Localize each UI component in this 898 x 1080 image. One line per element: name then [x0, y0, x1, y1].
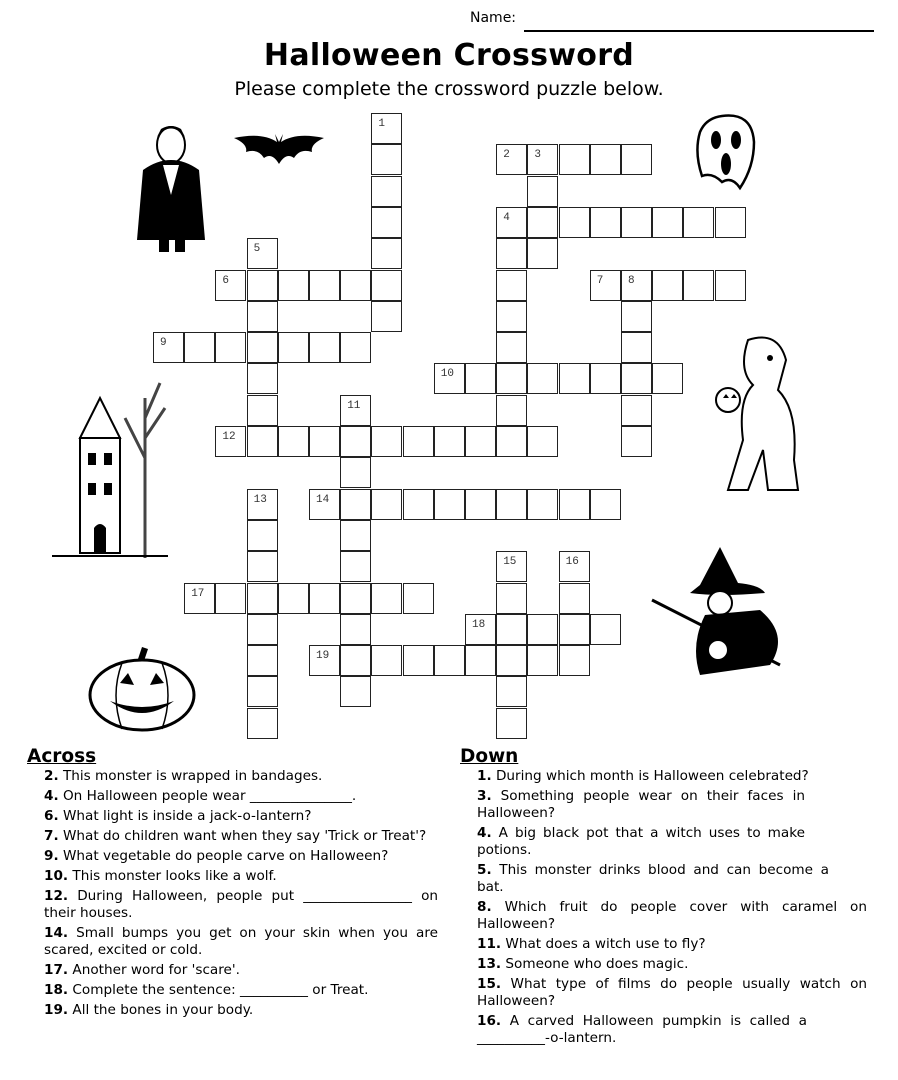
across-clue — [44, 848, 438, 865]
crossword-cell[interactable] — [153, 332, 184, 363]
clue-number: 2 — [503, 149, 510, 162]
vampire-illustration — [133, 115, 211, 255]
crossword-cell[interactable] — [340, 520, 371, 551]
crossword-cell[interactable] — [527, 176, 558, 207]
crossword-cell[interactable] — [403, 426, 434, 457]
clue-text: Small bumps you get on your skin when you are scared, excited or cold. — [44, 925, 438, 958]
clue-number: 19. — [44, 1002, 69, 1018]
clue-text: During Halloween, people put ________________ on their houses. — [44, 888, 439, 921]
crossword-cell[interactable] — [527, 238, 558, 269]
crossword-cell[interactable] — [715, 207, 746, 238]
crossword-cell[interactable] — [496, 207, 527, 238]
down-clue — [477, 825, 805, 859]
crossword-cell[interactable] — [590, 144, 621, 175]
name-line[interactable] — [524, 30, 874, 32]
clue-number: 2. — [44, 768, 59, 784]
crossword-cell[interactable] — [559, 489, 590, 520]
crossword-cell[interactable] — [621, 270, 652, 301]
jack-o-lantern-illustration — [86, 645, 198, 733]
crossword-cell[interactable] — [340, 426, 371, 457]
crossword-cell[interactable] — [340, 489, 371, 520]
clue-number: 3 — [534, 149, 541, 162]
crossword-cell[interactable] — [434, 489, 465, 520]
crossword-cell[interactable] — [247, 238, 278, 269]
crossword-cell[interactable] — [309, 332, 340, 363]
clue-text: This monster is wrapped in bandages. — [62, 768, 323, 784]
clue-text: What type of films do people usually watch on Halloween? — [477, 976, 868, 1009]
clue-number: 13 — [253, 493, 267, 506]
crossword-cell[interactable] — [247, 489, 278, 520]
crossword-cell[interactable] — [590, 363, 621, 394]
crossword-cell[interactable] — [652, 207, 683, 238]
crossword-cell[interactable] — [527, 426, 558, 457]
clue-text: Which fruit do people cover with caramel on Halloween? — [477, 899, 867, 932]
crossword-cell[interactable] — [683, 207, 714, 238]
crossword-cell[interactable] — [559, 583, 590, 614]
crossword-cell[interactable] — [403, 489, 434, 520]
across-clues — [27, 746, 438, 1022]
crossword-cell[interactable] — [340, 457, 371, 488]
crossword-cell[interactable] — [496, 426, 527, 457]
crossword-cell[interactable] — [371, 270, 402, 301]
crossword-cell[interactable] — [559, 144, 590, 175]
clue-number: 1. — [477, 768, 492, 784]
down-clue — [477, 956, 867, 973]
crossword-cell[interactable] — [247, 676, 278, 707]
crossword-cell[interactable] — [247, 363, 278, 394]
across-clue — [44, 1002, 438, 1019]
across-clue — [44, 788, 438, 805]
clue-number: 11 — [347, 399, 361, 412]
clue-text: Complete the sentence: __________ or Treat. — [72, 982, 369, 998]
crossword-cell[interactable] — [434, 645, 465, 676]
crossword-cell[interactable] — [371, 301, 402, 332]
crossword-cell[interactable] — [496, 332, 527, 363]
crossword-cell[interactable] — [590, 270, 621, 301]
crossword-cell[interactable] — [527, 489, 558, 520]
down-clue — [477, 788, 805, 822]
crossword-cell[interactable] — [496, 645, 527, 676]
crossword-cell[interactable] — [434, 363, 465, 394]
crossword-cell[interactable] — [527, 207, 558, 238]
clue-number: 13. — [477, 956, 502, 972]
clue-text: Someone who does magic. — [505, 956, 689, 972]
crossword-cell[interactable] — [496, 238, 527, 269]
crossword-cell[interactable] — [309, 270, 340, 301]
clue-number: 5. — [477, 862, 492, 878]
crossword-cell[interactable] — [247, 708, 278, 739]
crossword-cell[interactable] — [496, 676, 527, 707]
across-clue — [44, 888, 438, 922]
down-clue — [477, 936, 867, 953]
crossword-cell[interactable] — [340, 270, 371, 301]
clue-text: What do children want when they say 'Trick or Treat'? — [62, 828, 427, 844]
clue-text: Something people wear on their faces in Halloween? — [477, 788, 805, 821]
across-clue — [44, 828, 438, 845]
across-clue — [44, 962, 438, 979]
crossword-cell[interactable] — [340, 551, 371, 582]
crossword-cell[interactable] — [496, 363, 527, 394]
crossword-cell[interactable] — [247, 270, 278, 301]
crossword-cell[interactable] — [309, 583, 340, 614]
clue-number: 15. — [477, 976, 502, 992]
crossword-cell[interactable] — [247, 520, 278, 551]
crossword-cell[interactable] — [340, 614, 371, 645]
haunted-house-illustration — [50, 378, 170, 560]
clue-number: 9 — [160, 337, 167, 350]
crossword-cell[interactable] — [371, 583, 402, 614]
crossword-cell[interactable] — [496, 551, 527, 582]
crossword-cell[interactable] — [278, 332, 309, 363]
down-clue — [477, 768, 867, 785]
crossword-cell[interactable] — [621, 301, 652, 332]
crossword-cell[interactable] — [590, 614, 621, 645]
clue-text: A carved Halloween pumpkin is called a __________-o-lantern. — [477, 1013, 807, 1046]
crossword-cell[interactable] — [465, 489, 496, 520]
crossword-cell[interactable] — [215, 426, 246, 457]
clue-number: 9. — [44, 848, 59, 864]
down-clue — [477, 899, 867, 933]
clue-text: All the bones in your body. — [72, 1002, 254, 1018]
clue-text: A big black pot that a witch uses to make potions. — [477, 825, 805, 858]
crossword-cell[interactable] — [434, 426, 465, 457]
crossword-cell[interactable] — [715, 270, 746, 301]
crossword-cell[interactable] — [278, 426, 309, 457]
crossword-cell[interactable] — [371, 645, 402, 676]
crossword-cell[interactable] — [278, 583, 309, 614]
clue-number: 16. — [477, 1013, 502, 1029]
crossword-cell[interactable] — [496, 395, 527, 426]
crossword-cell[interactable] — [247, 395, 278, 426]
clue-number: 1 — [378, 118, 385, 130]
clue-number: 10 — [440, 368, 454, 381]
name-label: Name: — [470, 10, 517, 26]
crossword-cell[interactable] — [496, 144, 527, 175]
crossword-cell[interactable] — [215, 270, 246, 301]
crossword-cell[interactable] — [340, 395, 371, 426]
crossword-cell[interactable] — [559, 207, 590, 238]
crossword-cell[interactable] — [309, 426, 340, 457]
clue-number: 7 — [596, 274, 604, 287]
crossword-cell[interactable] — [247, 551, 278, 582]
crossword-cell[interactable] — [652, 270, 683, 301]
crossword-cell[interactable] — [340, 676, 371, 707]
clue-number: 12 — [222, 431, 236, 443]
across-clue — [44, 868, 438, 885]
crossword-cell[interactable] — [590, 207, 621, 238]
clue-number: 4 — [503, 211, 510, 224]
across-clue — [44, 925, 438, 959]
crossword-cell[interactable] — [559, 614, 590, 645]
clue-number: 18 — [472, 618, 486, 631]
crossword-cell[interactable] — [590, 489, 621, 520]
clue-number: 17 — [191, 587, 205, 600]
crossword-cell[interactable] — [247, 645, 278, 676]
clue-number: 17. — [44, 962, 69, 978]
witch-illustration — [650, 545, 795, 690]
crossword-cell[interactable] — [371, 426, 402, 457]
crossword-cell[interactable] — [309, 645, 340, 676]
instructions: Please complete the crossword puzzle below. — [234, 78, 664, 100]
crossword-cell[interactable] — [184, 583, 215, 614]
across-clue — [44, 982, 438, 999]
clue-number: 8 — [628, 274, 635, 287]
clue-number: 6. — [44, 808, 59, 824]
clue-number: 14. — [44, 925, 69, 941]
clue-number: 16 — [565, 556, 579, 569]
crossword-cell[interactable] — [621, 363, 652, 394]
ghost-mask-illustration — [692, 112, 762, 192]
crossword-cell[interactable] — [465, 363, 496, 394]
across-clue — [44, 768, 438, 785]
crossword-cell[interactable] — [184, 332, 215, 363]
clue-number: 18. — [44, 982, 69, 998]
crossword-cell[interactable] — [278, 270, 309, 301]
clue-number: 5 — [253, 243, 261, 256]
crossword-cell[interactable] — [527, 645, 558, 676]
down-clues — [460, 746, 867, 1050]
crossword-cell[interactable] — [371, 489, 402, 520]
crossword-cell[interactable] — [559, 551, 590, 582]
clue-text: This monster drinks blood and can become a bat. — [477, 862, 829, 895]
clue-text: What does a witch use to fly? — [505, 936, 706, 952]
crossword-cell[interactable] — [247, 426, 278, 457]
crossword-cell[interactable] — [465, 614, 496, 645]
down-clue — [477, 1013, 807, 1047]
crossword-cell[interactable] — [465, 645, 496, 676]
clue-text: During which month is Halloween celebrated? — [495, 768, 809, 784]
down-clue — [477, 862, 829, 896]
clue-text: This monster looks like a wolf. — [72, 868, 277, 884]
crossword-cell[interactable] — [559, 363, 590, 394]
clue-number: 12. — [44, 888, 69, 904]
crossword-cell[interactable] — [247, 301, 278, 332]
crossword-cell[interactable] — [247, 332, 278, 363]
crossword-cell[interactable] — [621, 395, 652, 426]
crossword-cell[interactable] — [340, 332, 371, 363]
crossword-cell[interactable] — [621, 426, 652, 457]
crossword-cell[interactable] — [215, 332, 246, 363]
crossword-cell[interactable] — [527, 614, 558, 645]
crossword-cell[interactable] — [559, 645, 590, 676]
clue-number: 6 — [222, 274, 229, 287]
crossword-cell[interactable] — [215, 583, 246, 614]
crossword-cell[interactable] — [527, 363, 558, 394]
down-clue — [477, 976, 867, 1010]
crossword-cell[interactable] — [496, 489, 527, 520]
crossword-cell[interactable] — [403, 583, 434, 614]
clue-number: 3. — [477, 788, 492, 804]
bat-illustration — [232, 130, 326, 170]
crossword-cell[interactable] — [621, 332, 652, 363]
crossword-cell[interactable] — [496, 614, 527, 645]
clue-number: 19 — [316, 650, 330, 663]
crossword-cell[interactable] — [371, 238, 402, 269]
crossword-cell[interactable] — [621, 207, 652, 238]
clue-number: 4. — [44, 788, 59, 804]
crossword-cell[interactable] — [340, 583, 371, 614]
crossword-cell[interactable] — [683, 270, 714, 301]
crossword-cell[interactable] — [371, 144, 402, 175]
crossword-cell[interactable] — [247, 583, 278, 614]
crossword-cell[interactable] — [371, 207, 402, 238]
clue-text: On Halloween people wear _______________. — [62, 788, 357, 804]
crossword-cell[interactable] — [496, 301, 527, 332]
page-title: Halloween Crossword — [263, 38, 635, 73]
crossword-cell[interactable] — [340, 645, 371, 676]
crossword-cell[interactable] — [527, 144, 558, 175]
clue-number: 4. — [477, 825, 492, 841]
crossword-cell[interactable] — [309, 489, 340, 520]
clue-text: What light is inside a jack-o-lantern? — [62, 808, 312, 824]
crossword-cell[interactable] — [496, 583, 527, 614]
crossword-cell[interactable] — [496, 270, 527, 301]
crossword-cell[interactable] — [403, 645, 434, 676]
clue-number: 8. — [477, 899, 492, 915]
crossword-cell[interactable] — [371, 176, 402, 207]
crossword-cell[interactable] — [465, 426, 496, 457]
crossword-cell[interactable] — [371, 113, 402, 144]
clue-number: 11. — [477, 936, 502, 952]
clue-text: Another word for 'scare'. — [72, 962, 240, 978]
crossword-cell[interactable] — [652, 363, 683, 394]
crossword-cell[interactable] — [496, 708, 527, 739]
down-heading: Down — [460, 746, 519, 767]
clue-number: 14 — [316, 493, 330, 506]
clue-number: 15 — [503, 556, 517, 569]
werewolf-illustration — [708, 330, 813, 495]
clue-text: What vegetable do people carve on Halloween? — [62, 848, 389, 864]
across-clue — [44, 808, 438, 825]
across-heading: Across — [27, 746, 97, 767]
crossword-cell[interactable] — [247, 614, 278, 645]
clue-number: 7. — [44, 828, 59, 844]
crossword-cell[interactable] — [621, 144, 652, 175]
clue-number: 10. — [44, 868, 69, 884]
